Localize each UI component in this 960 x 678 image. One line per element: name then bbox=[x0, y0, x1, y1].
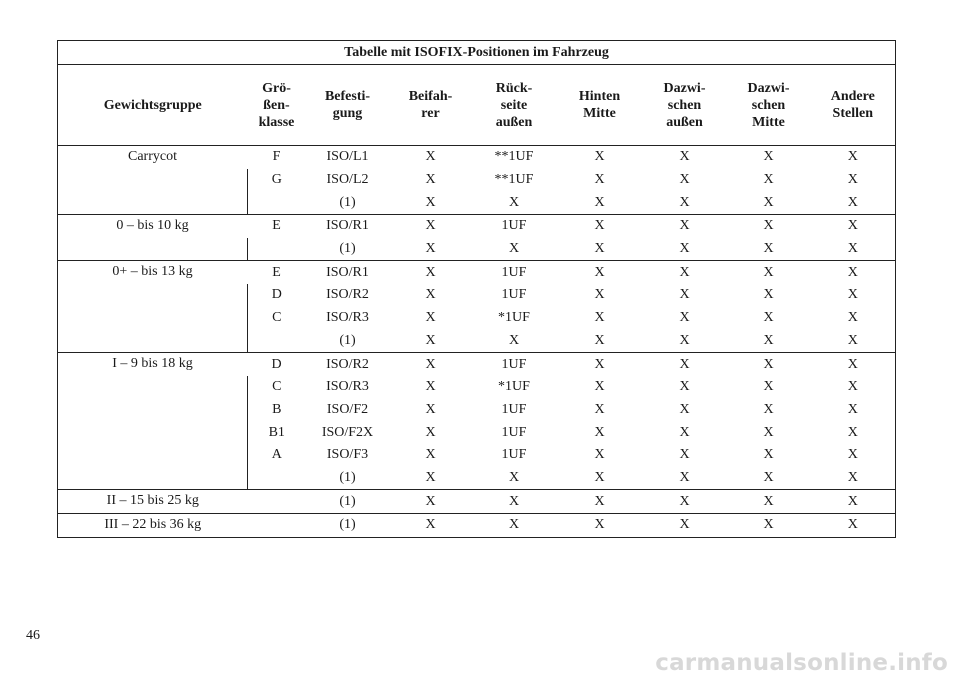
column-header-other-positions: Andere Stellen bbox=[811, 65, 896, 146]
table-row bbox=[58, 353, 896, 376]
table-cell-rear-center: X bbox=[594, 218, 605, 234]
table-cell-size-class: B1 bbox=[248, 421, 306, 444]
table-cell-intermediate-outboard: X bbox=[643, 330, 727, 353]
table-cell-rear-outboard: 1UF bbox=[501, 287, 527, 303]
table-cell-fixture: ISO/L2 bbox=[326, 172, 369, 188]
table-cell-intermediate-center: X bbox=[763, 172, 774, 188]
table-cell-intermediate-center: X bbox=[763, 401, 774, 417]
table-cell-other-positions: X bbox=[811, 421, 896, 444]
weight-group-cell: III – 22 bis 36 kg bbox=[58, 514, 248, 538]
table-cell-passenger: X bbox=[425, 447, 436, 463]
table-cell-intermediate-center: X bbox=[727, 490, 811, 514]
table-cell-intermediate-outboard: X bbox=[679, 356, 690, 372]
table-cell-fixture: ISO/R2 bbox=[326, 356, 369, 372]
table-row bbox=[58, 261, 896, 284]
table-cell-fixture: ISO/R3 bbox=[326, 310, 369, 326]
table-cell-size-class bbox=[248, 330, 306, 353]
table-cell-other-positions: X bbox=[811, 238, 896, 261]
table-cell-size-class bbox=[248, 490, 306, 514]
table-cell-intermediate-center: X bbox=[763, 287, 774, 303]
table-cell-rear-center: X bbox=[594, 149, 605, 165]
table-cell-passenger: X bbox=[425, 149, 436, 165]
table-cell-rear-outboard: 1UF bbox=[501, 264, 527, 280]
table-cell-rear-center: X bbox=[557, 238, 643, 261]
table-cell-size-class: A bbox=[248, 444, 306, 467]
table-cell-rear-outboard: *1UF bbox=[498, 379, 530, 395]
table-cell-fixture: ISO/F2X bbox=[321, 424, 374, 440]
column-header-fixture: Befesti- gung bbox=[306, 65, 390, 146]
weight-group-cell: 0 – bis 10 kg bbox=[58, 215, 248, 261]
table-cell-intermediate-outboard: X bbox=[643, 514, 727, 538]
table-row bbox=[58, 514, 896, 538]
table-cell-intermediate-center: X bbox=[727, 238, 811, 261]
table-cell-fixture: (1) bbox=[306, 191, 390, 214]
table-cell-rear-center: X bbox=[594, 264, 605, 280]
table-cell-size-class: C bbox=[248, 307, 306, 330]
table-cell-fixture: ISO/R3 bbox=[326, 379, 369, 395]
table-cell-intermediate-center: X bbox=[763, 447, 774, 463]
table-cell-fixture: ISO/R1 bbox=[326, 264, 369, 280]
table-cell-other-positions: X bbox=[811, 146, 896, 169]
table-cell-fixture: (1) bbox=[306, 514, 390, 538]
column-header-weight-group: Gewichtsgruppe bbox=[58, 65, 248, 146]
table-cell-passenger: X bbox=[425, 218, 436, 234]
table-title: Tabelle mit ISOFIX-Positionen im Fahrzeug bbox=[58, 41, 896, 65]
page-number: 46 bbox=[26, 628, 40, 643]
table-cell-other-positions: X bbox=[811, 376, 896, 399]
table-cell-size-class: D bbox=[271, 356, 282, 372]
column-header-passenger: Beifah- rer bbox=[390, 65, 472, 146]
table-cell-intermediate-outboard: X bbox=[679, 310, 690, 326]
table-cell-rear-center: X bbox=[594, 447, 605, 463]
table-cell-passenger: X bbox=[425, 379, 436, 395]
table-cell-intermediate-outboard: X bbox=[679, 379, 690, 395]
table-cell-other-positions: X bbox=[811, 261, 896, 284]
table-cell-fixture: (1) bbox=[306, 490, 390, 514]
table-cell-intermediate-center: X bbox=[727, 191, 811, 214]
table-cell-passenger: X bbox=[425, 172, 436, 188]
table-row bbox=[58, 215, 896, 238]
table-cell-passenger: X bbox=[390, 467, 472, 490]
table-cell-fixture: ISO/R1 bbox=[326, 218, 369, 234]
table-cell-rear-center: X bbox=[557, 514, 643, 538]
table-cell-intermediate-center: X bbox=[763, 356, 774, 372]
table-cell-other-positions: X bbox=[811, 330, 896, 353]
weight-group-cell: II – 15 bis 25 kg bbox=[58, 490, 248, 514]
table-cell-intermediate-outboard: X bbox=[643, 467, 727, 490]
table-cell-intermediate-center: X bbox=[763, 379, 774, 395]
table-header-row bbox=[58, 65, 896, 146]
table-cell-rear-outboard: X bbox=[472, 330, 557, 353]
table-cell-other-positions: X bbox=[811, 444, 896, 467]
table-cell-rear-center: X bbox=[557, 330, 643, 353]
table-cell-rear-outboard: X bbox=[472, 467, 557, 490]
table-cell-fixture: ISO/R2 bbox=[326, 287, 369, 303]
table-cell-fixture: ISO/F2 bbox=[326, 401, 369, 417]
table-cell-size-class bbox=[248, 514, 306, 538]
table-cell-intermediate-outboard: X bbox=[643, 191, 727, 214]
table-cell-other-positions: X bbox=[811, 169, 896, 192]
table-cell-intermediate-center: X bbox=[763, 310, 774, 326]
table-cell-fixture: ISO/F3 bbox=[326, 447, 369, 463]
table-cell-rear-center: X bbox=[594, 356, 605, 372]
table-cell-intermediate-center: X bbox=[763, 149, 774, 165]
table-cell-rear-outboard: 1UF bbox=[501, 424, 527, 440]
table-cell-intermediate-outboard: X bbox=[643, 490, 727, 514]
table-row bbox=[58, 146, 896, 169]
table-cell-rear-center: X bbox=[557, 191, 643, 214]
table-cell-other-positions: X bbox=[811, 467, 896, 490]
table-cell-passenger: X bbox=[425, 310, 436, 326]
table-row bbox=[58, 490, 896, 514]
table-cell-size-class: D bbox=[248, 284, 306, 307]
column-header-size-class: Grö- ßen- klasse bbox=[248, 65, 306, 146]
table-cell-rear-outboard: X bbox=[472, 238, 557, 261]
weight-group-cell: Carrycot bbox=[58, 146, 248, 215]
table-cell-size-class bbox=[248, 191, 306, 214]
table-cell-rear-outboard: 1UF bbox=[501, 356, 527, 372]
table-cell-passenger: X bbox=[425, 287, 436, 303]
table-cell-passenger: X bbox=[425, 401, 436, 417]
table-cell-passenger: X bbox=[390, 330, 472, 353]
table-cell-passenger: X bbox=[390, 191, 472, 214]
table-cell-passenger: X bbox=[425, 356, 436, 372]
table-cell-other-positions: X bbox=[811, 490, 896, 514]
table-cell-size-class: E bbox=[272, 218, 281, 234]
table-cell-rear-center: X bbox=[594, 424, 605, 440]
table-cell-other-positions: X bbox=[811, 307, 896, 330]
table-cell-rear-outboard: 1UF bbox=[501, 218, 527, 234]
table-cell-intermediate-center: X bbox=[727, 514, 811, 538]
column-header-rear-center: Hinten Mitte bbox=[557, 65, 643, 146]
table-cell-intermediate-center: X bbox=[727, 330, 811, 353]
table-cell-intermediate-outboard: X bbox=[679, 287, 690, 303]
table-cell-intermediate-outboard: X bbox=[679, 424, 690, 440]
table-cell-rear-outboard: **1UF bbox=[494, 172, 534, 188]
table-cell-intermediate-outboard: X bbox=[643, 238, 727, 261]
table-cell-other-positions: X bbox=[811, 215, 896, 238]
table-cell-rear-center: X bbox=[594, 379, 605, 395]
table-cell-size-class bbox=[248, 238, 306, 261]
table-cell-rear-outboard: 1UF bbox=[501, 401, 527, 417]
table-cell-rear-center: X bbox=[594, 287, 605, 303]
table-cell-size-class bbox=[248, 467, 306, 490]
table-cell-rear-outboard: *1UF bbox=[498, 310, 530, 326]
table-cell-intermediate-outboard: X bbox=[679, 172, 690, 188]
table-cell-intermediate-outboard: X bbox=[679, 218, 690, 234]
table-cell-fixture: (1) bbox=[306, 330, 390, 353]
table-cell-intermediate-outboard: X bbox=[679, 447, 690, 463]
table-cell-intermediate-center: X bbox=[763, 218, 774, 234]
table-cell-other-positions: X bbox=[811, 191, 896, 214]
isofix-positions-table bbox=[57, 40, 896, 538]
table-cell-rear-outboard: **1UF bbox=[494, 149, 534, 165]
table-cell-size-class: F bbox=[272, 149, 281, 165]
column-header-intermediate-center: Dazwi- schen Mitte bbox=[727, 65, 811, 146]
table-cell-rear-center: X bbox=[594, 401, 605, 417]
weight-group-cell: I – 9 bis 18 kg bbox=[58, 353, 248, 490]
table-body bbox=[58, 146, 896, 538]
table-cell-other-positions: X bbox=[811, 514, 896, 538]
column-header-intermediate-outboard: Dazwi- schen außen bbox=[643, 65, 727, 146]
table-cell-size-class: C bbox=[248, 376, 306, 399]
table-cell-size-class: B bbox=[248, 399, 306, 422]
table-cell-fixture: (1) bbox=[306, 467, 390, 490]
table-cell-passenger: X bbox=[390, 238, 472, 261]
table-cell-intermediate-outboard: X bbox=[679, 401, 690, 417]
table-cell-intermediate-outboard: X bbox=[679, 264, 690, 280]
table-cell-size-class: E bbox=[272, 264, 281, 280]
column-header-rear-outboard: Rück- seite außen bbox=[472, 65, 557, 146]
table-cell-intermediate-center: X bbox=[763, 264, 774, 280]
table-cell-fixture: (1) bbox=[306, 238, 390, 261]
table-cell-passenger: X bbox=[425, 424, 436, 440]
table-cell-other-positions: X bbox=[811, 353, 896, 376]
table-cell-intermediate-center: X bbox=[727, 467, 811, 490]
table-cell-passenger: X bbox=[390, 490, 472, 514]
table-cell-rear-outboard: X bbox=[472, 490, 557, 514]
table-cell-rear-outboard: 1UF bbox=[501, 447, 527, 463]
table-cell-rear-center: X bbox=[594, 310, 605, 326]
table-cell-rear-center: X bbox=[557, 467, 643, 490]
table-cell-rear-outboard: X bbox=[472, 191, 557, 214]
table-cell-rear-outboard: X bbox=[472, 514, 557, 538]
table-cell-rear-center: X bbox=[557, 490, 643, 514]
table-cell-size-class: G bbox=[248, 169, 306, 192]
table-cell-fixture: ISO/L1 bbox=[326, 149, 369, 165]
table-cell-passenger: X bbox=[425, 264, 436, 280]
table-cell-intermediate-outboard: X bbox=[679, 149, 690, 165]
table-cell-other-positions: X bbox=[811, 284, 896, 307]
watermark: carmanualsonline.info bbox=[655, 650, 948, 676]
table-cell-intermediate-center: X bbox=[763, 424, 774, 440]
table-cell-rear-center: X bbox=[594, 172, 605, 188]
table-cell-passenger: X bbox=[390, 514, 472, 538]
table-cell-other-positions: X bbox=[811, 399, 896, 422]
weight-group-cell: 0+ – bis 13 kg bbox=[58, 261, 248, 353]
